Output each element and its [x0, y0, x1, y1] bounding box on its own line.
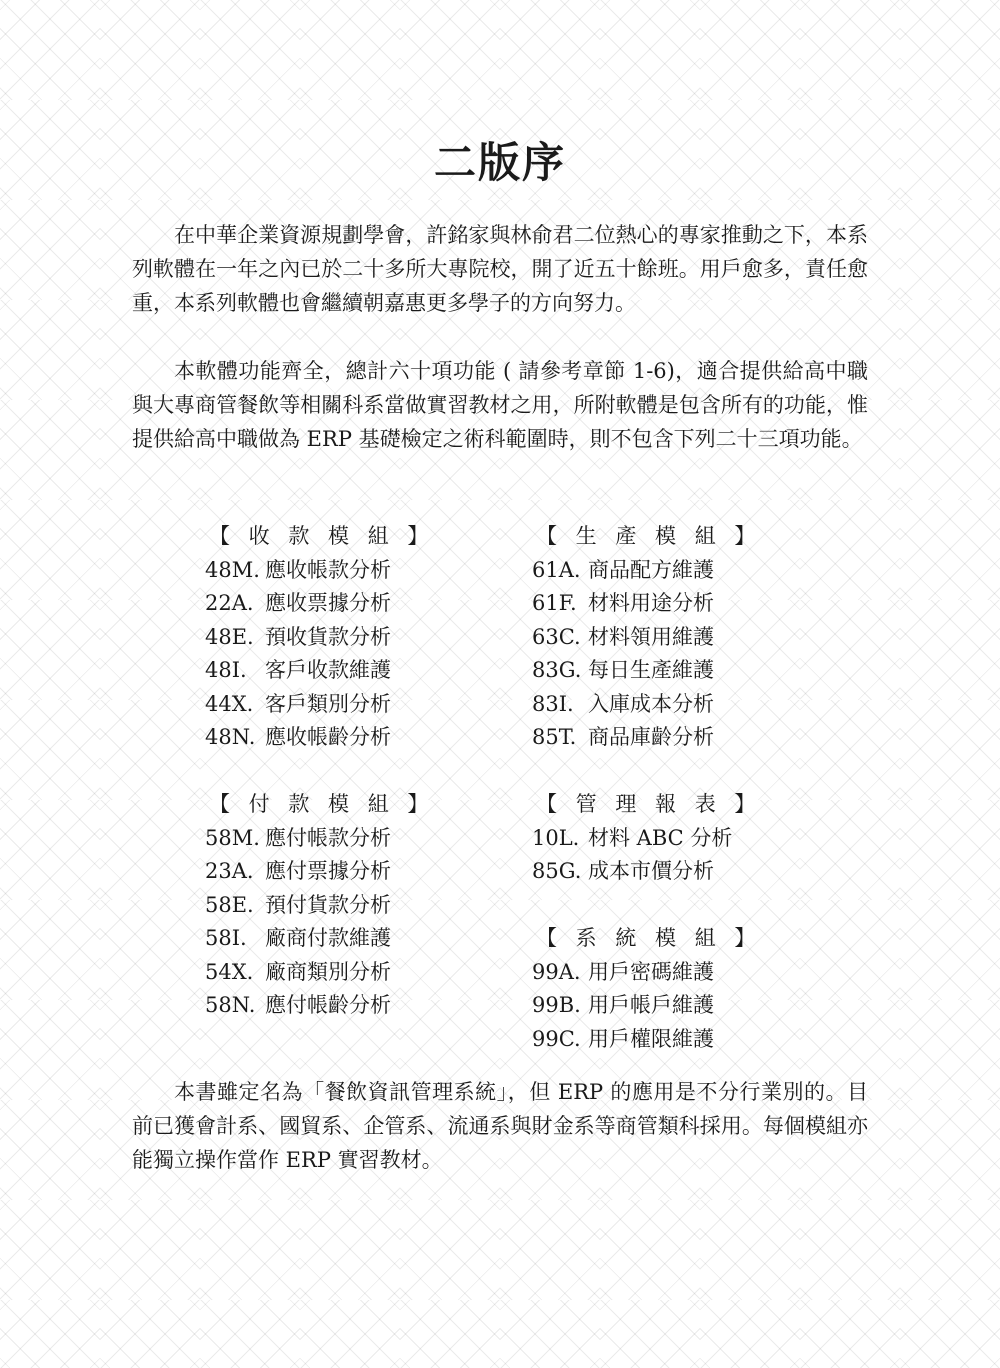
module-receivables: [205, 520, 505, 755]
function-code: 61A.: [532, 557, 581, 582]
function-code: 83I.: [532, 691, 574, 716]
paragraph-1: 在中華企業資源規劃學會，許銘家與林俞君二位熱心的專家推動之下，本系列軟體在一年之內已於二十多所大專院校，開了近五十餘班。用戶愈多，責任愈重，本系列軟體也會繼續朝嘉惠更多學子的方向努力。: [132, 223, 868, 315]
function-code: 99B.: [532, 993, 581, 1017]
function-name: 預收貨款分析: [265, 624, 391, 649]
function-item: [205, 855, 505, 889]
module-production: [532, 520, 862, 755]
function-name: 用戶密碼維護: [588, 959, 714, 984]
module-title: 【 生 產 模 組 】: [536, 524, 762, 548]
function-name: 應付票據分析: [265, 859, 391, 883]
function-code: 99A.: [532, 959, 581, 984]
module-title: 【 管 理 報 表 】: [536, 792, 762, 816]
function-code: 44X.: [205, 691, 254, 716]
page-title: 二版序: [433, 138, 566, 187]
module-title: 【 付 款 模 組 】: [209, 792, 435, 816]
right-module-column: [532, 520, 862, 1090]
function-name: 材料領用維護: [588, 624, 714, 649]
function-item: [532, 855, 862, 889]
function-name: 商品配方維護: [588, 557, 714, 582]
module-title: 【 系 統 模 組 】: [536, 926, 762, 950]
left-module-column: [205, 520, 505, 1056]
function-item: [532, 587, 862, 621]
function-code: 10L.: [532, 825, 580, 850]
function-code: 22A.: [205, 591, 254, 615]
function-item: [532, 721, 862, 755]
function-item: [532, 989, 862, 1023]
function-name: 用戶帳戶維護: [588, 993, 714, 1017]
function-code: 99C.: [532, 1026, 581, 1051]
function-name: 成本市價分析: [588, 859, 714, 883]
function-code: 58M.: [205, 825, 260, 850]
module-title: 【 收 款 模 組 】: [209, 524, 435, 548]
function-item: [532, 688, 862, 722]
function-item: [205, 587, 505, 621]
function-item: [205, 956, 505, 990]
function-code: 54X.: [205, 959, 254, 984]
function-item: [205, 721, 505, 755]
function-item: [532, 554, 862, 588]
function-code: 85T.: [532, 725, 577, 749]
function-name: 商品庫齡分析: [588, 725, 714, 749]
module-payables: [205, 788, 505, 1023]
function-code: 83G.: [532, 658, 582, 682]
function-name: 廠商付款維護: [265, 926, 391, 950]
function-name: 廠商類別分析: [265, 959, 391, 984]
function-item: [532, 654, 862, 688]
module-management-reports: [532, 788, 862, 889]
function-name: 材料用途分析: [588, 591, 714, 615]
function-name: 應收票據分析: [265, 591, 391, 615]
function-item: [205, 688, 505, 722]
function-item: [205, 889, 505, 923]
function-code: 85G.: [532, 859, 582, 883]
function-item: [205, 989, 505, 1023]
function-name: 客戶類別分析: [265, 691, 391, 716]
function-name: 客戶收款維護: [265, 658, 391, 682]
function-code: 23A.: [205, 859, 254, 883]
function-code: 63C.: [532, 624, 581, 649]
function-code: 61F.: [532, 591, 577, 615]
function-item: [205, 822, 505, 856]
function-code: 48I.: [205, 658, 247, 682]
function-code: 48N.: [205, 725, 256, 749]
function-code: 58E.: [205, 892, 254, 917]
function-item: [205, 554, 505, 588]
function-item: [532, 956, 862, 990]
function-name: 入庫成本分析: [588, 691, 714, 716]
function-code: 58N.: [205, 993, 256, 1017]
function-item: [205, 621, 505, 655]
function-item: [205, 654, 505, 688]
function-item: [532, 1023, 862, 1057]
paragraph-2: 本軟體功能齊全，總計六十項功能 ( 請參考章節 1-6)，適合提供給高中職與大專商管餐飲等相關科系當做實習教材之用，所附軟體是包含所有的功能，惟提供給高中職做為 ERP 基礎檢定之術科範圍時，則不包含下列二十三項功能。: [132, 359, 868, 451]
function-name: 應付帳款分析: [265, 825, 391, 850]
function-name: 應收帳款分析: [265, 557, 391, 582]
function-name: 預付貨款分析: [265, 892, 391, 917]
function-name: 應收帳齡分析: [265, 725, 391, 749]
module-system: [532, 922, 862, 1056]
function-item: [205, 922, 505, 956]
function-name: 材料 ABC 分析: [588, 825, 733, 850]
function-code: 48E.: [205, 624, 254, 649]
function-code: 48M.: [205, 557, 260, 582]
function-code: 58I.: [205, 926, 247, 950]
function-name: 每日生產維護: [588, 658, 714, 682]
paragraph-3: 本書雖定名為「餐飲資訊管理系統」，但 ERP 的應用是不分行業別的。目前已獲會計系、國貿系、企管系、流通系與財金系等商管類科採用。每個模組亦能獨立操作當作 ERP 實習教材。: [132, 1080, 868, 1172]
function-name: 應付帳齡分析: [265, 993, 391, 1017]
function-item: [532, 621, 862, 655]
function-name: 用戶權限維護: [588, 1026, 714, 1051]
function-item: [532, 822, 862, 856]
